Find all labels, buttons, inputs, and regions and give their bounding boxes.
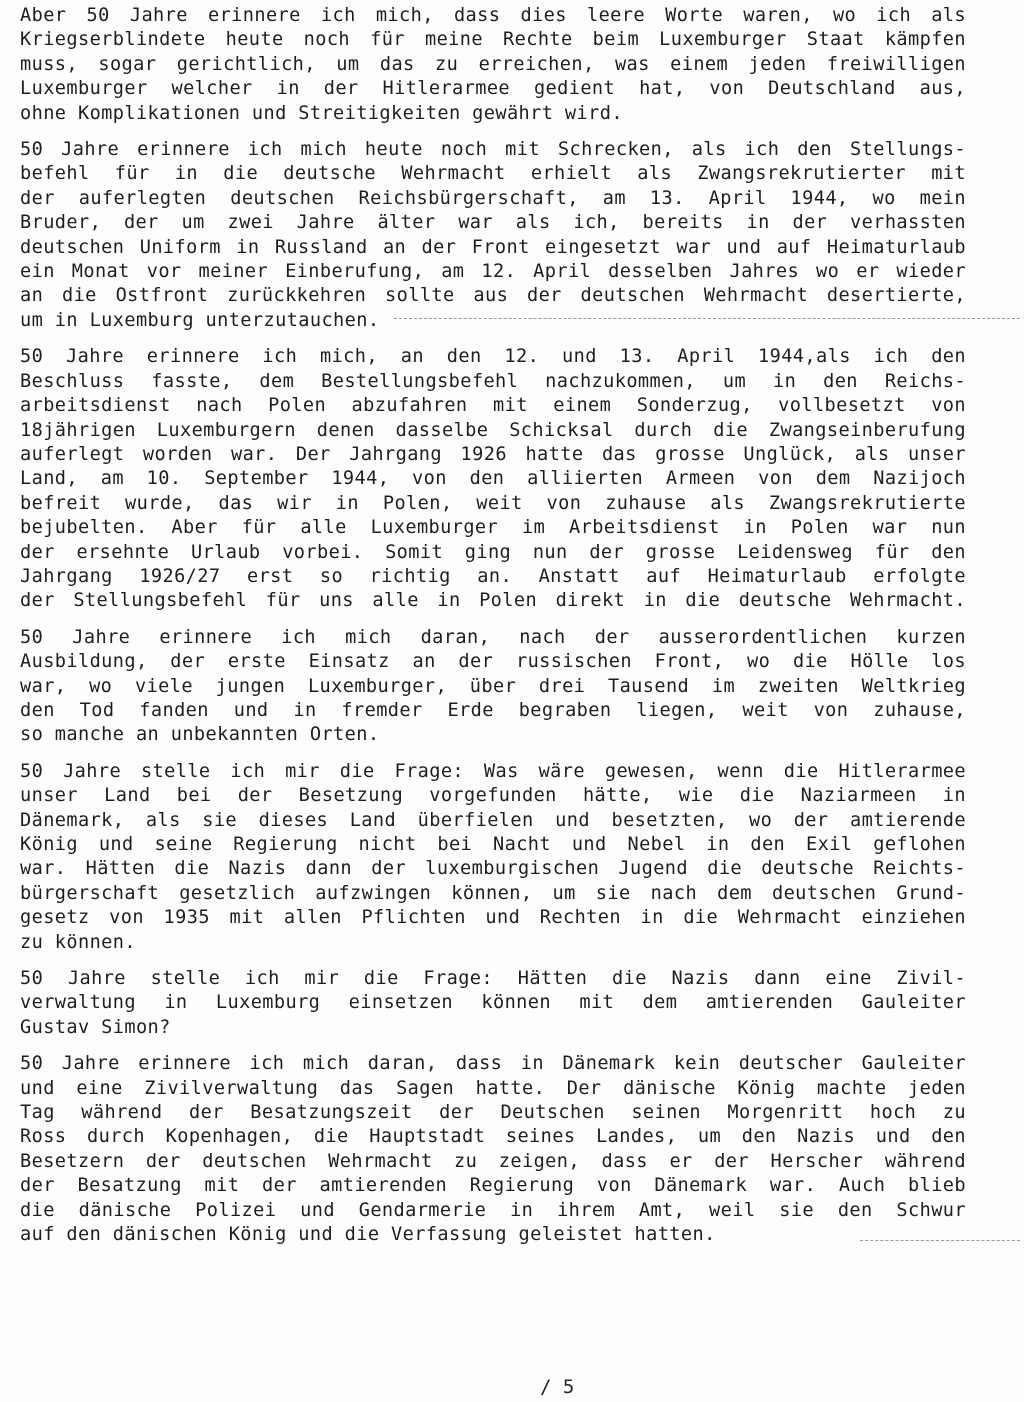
- text-line: Tag während der Besatzungszeit der Deutschen seinen Morgenritt hoch zu: [20, 1102, 966, 1124]
- text-line: gesetz von 1935 mit allen Pflichten und Rechten in die Wehrmacht einziehen: [20, 907, 966, 929]
- text-line: 50 Jahre stelle ich mir die Frage: Hätten die Nazis dann eine Zivil-: [20, 968, 966, 990]
- text-line: zu können.: [20, 931, 136, 953]
- text-line: der ersehnte Urlaub vorbei. Somit ging nun der grosse Leidensweg für den: [20, 541, 966, 563]
- text-line: 50 Jahre stelle ich mir die Frage: Was wäre gewesen, wenn die Hitlerarmee: [20, 760, 966, 782]
- text-line: Gustav Simon?: [20, 1016, 171, 1038]
- text-line: bejubelten. Aber für alle Luxemburger im Arbeitsdienst in Polen war nun: [20, 517, 966, 539]
- text-line: 50 Jahre erinnere ich mich daran, nach der ausserordentlichen kurzen: [20, 626, 966, 648]
- text-line: der Stellungsbefehl für uns alle in Polen direkt in die deutsche Wehrmacht.: [20, 590, 966, 612]
- paragraph-5: [20, 760, 966, 955]
- text-line: muss, sogar gerichtlich, um das zu erreichen, was einem jeden freiwilligen: [20, 53, 966, 75]
- text-line: den Tod fanden und in fremder Erde begraben liegen, weit von zuhause,: [20, 699, 966, 721]
- text-line: 18jährigen Luxemburgern denen dasselbe Schicksal durch die Zwangseinberufung: [20, 419, 966, 441]
- text-line: Kriegserblindete heute noch für meine Rechte beim Luxemburger Staat kämpfen: [20, 29, 966, 51]
- text-line: Ausbildung, der erste Einsatz an der russischen Front, wo die Hölle los: [20, 651, 966, 673]
- text-line: Aber 50 Jahre erinnere ich mich, dass dies leere Worte waren, wo ich als: [20, 5, 966, 26]
- paragraph-1: [20, 4, 966, 126]
- text-line: ohne Komplikationen und Streitigkeiten gewährt wird.: [20, 102, 623, 124]
- text-line: auf den dänischen König und die Verfassung geleistet hatten.: [20, 1224, 716, 1246]
- paragraph-4: [20, 626, 966, 748]
- paragraph-3: [20, 345, 966, 613]
- text-line: Bruder, der um zwei Jahre älter war als ich, bereits in der verhassten: [20, 212, 966, 234]
- text-line: Luxemburger welcher in der Hitlerarmee gedient hat, von Deutschland aus,: [20, 78, 966, 100]
- text-line: Dänemark, als sie dieses Land überfielen und besetzten, wo der amtierende: [20, 809, 966, 831]
- text-line: verwaltung in Luxemburg einsetzen können mit dem amtierenden Gauleiter: [20, 992, 966, 1014]
- text-line: so manche an unbekannten Orten.: [20, 724, 380, 746]
- text-line: an die Ostfront zurückkehren sollte aus der deutschen Wehrmacht desertierte,: [20, 285, 966, 307]
- text-line: König und seine Regierung nicht bei Nacht und Nebel in den Exil geflohen: [20, 834, 966, 855]
- text-line: deutschen Uniform in Russland an der Front eingesetzt war und auf Heimaturlaub: [20, 236, 966, 258]
- text-line: der auferlegten deutschen Reichsbürgerschaft, am 13. April 1944, wo mein: [20, 187, 966, 209]
- text-line: auferlegt worden war. Der Jahrgang 1926 hatte das grosse Unglück, als unser: [20, 443, 966, 465]
- text-line: Jahrgang 1926/27 erst so richtig an. Anstatt auf Heimaturlaub erfolgte: [20, 565, 966, 587]
- paragraph-6: [20, 967, 966, 1040]
- text-line: Ross durch Kopenhagen, die Hauptstadt seines Landes, um den Nazis und den: [20, 1126, 966, 1148]
- text-line: die dänische Polizei und Gendarmerie in ihrem Amt, weil sie den Schwur: [20, 1199, 966, 1221]
- document-body: [20, 4, 966, 1260]
- text-line: Beschluss fasste, dem Bestellungsbefehl nachzukommen, um in den Reichs-: [20, 370, 966, 392]
- text-line: unser Land bei der Besetzung vorgefunden hätte, wie die Naziarmeen in: [20, 785, 966, 807]
- paragraph-7: [20, 1052, 966, 1247]
- text-line: befreit wurde, das wir in Polen, weit von zuhause als Zwangsrekrutierte: [20, 492, 966, 514]
- text-line: und eine Zivilverwaltung das Sagen hatte. Der dänische König machte jeden: [20, 1077, 966, 1099]
- text-line: Besetzern der deutschen Wehrmacht zu zeigen, dass er der Herscher während: [20, 1150, 966, 1172]
- text-line: 50 Jahre erinnere ich mich, an den 12. und 13. April 1944,als ich den: [20, 346, 966, 368]
- page-number: / 5: [540, 1376, 575, 1398]
- text-line: befehl für in die deutsche Wehrmacht erhielt als Zwangsrekrutierter mit: [20, 163, 966, 185]
- text-line: war, wo viele jungen Luxemburger, über drei Tausend im zweiten Weltkrieg: [20, 675, 966, 697]
- text-line: bürgerschaft gesetzlich aufzwingen können, um sie nach dem deutschen Grund-: [20, 882, 966, 904]
- text-line: um in Luxemburg unterzutauchen.: [20, 309, 380, 331]
- text-line: ein Monat vor meiner Einberufung, am 12. April desselben Jahres wo er wieder: [20, 261, 966, 283]
- text-line: 50 Jahre erinnere ich mich daran, dass in Dänemark kein deutscher Gauleiter: [20, 1053, 966, 1075]
- paragraph-2: [20, 138, 966, 333]
- text-line: war. Hätten die Nazis dann der luxemburgischen Jugend die deutsche Reichts-: [20, 858, 966, 880]
- text-line: der Besatzung mit der amtierenden Regierung von Dänemark war. Auch blieb: [20, 1175, 966, 1197]
- text-line: 50 Jahre erinnere ich mich heute noch mit Schrecken, als ich den Stellungs-: [20, 139, 966, 161]
- scan-artifact-line: [860, 1240, 1020, 1241]
- text-line: arbeitsdienst nach Polen abzufahren mit einem Sonderzug, vollbesetzt von: [20, 395, 966, 417]
- scan-artifact-line: [394, 318, 1020, 319]
- text-line: Land, am 10. September 1944, von den alliierten Armeen von dem Nazijoch: [20, 468, 966, 490]
